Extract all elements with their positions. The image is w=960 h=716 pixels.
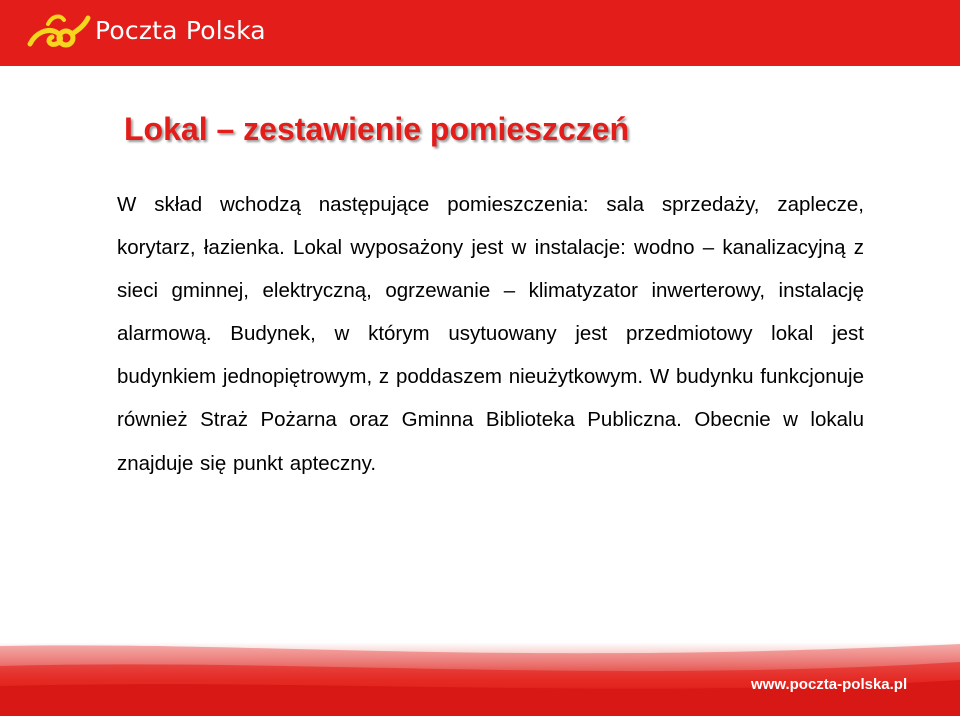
brand-name: Poczta Polska — [95, 16, 266, 45]
header-bar — [0, 0, 960, 66]
website-url[interactable]: www.poczta-polska.pl — [751, 676, 908, 693]
slide-title: Lokal – zestawienie pomieszczeń — [124, 111, 630, 147]
post-horn-logo-icon — [26, 10, 92, 54]
slide-body-text: W skład wchodzą następujące pomieszczenia: sala sprzedaży, zaplecze, korytarz, łazienka. Lokal wyposażony jest w instalacje: wodno – kanalizacyjną z sieci gminnej, elektryczną, ogrzewanie – klimatyzator inwerterowy, instalację alarmową. Budynek, w którym usytuowany jest przedmiotowy lokal jest budynkiem jednopiętrowym, z poddaszem nieużytkowym. W budynku funkcjonuje również Straż Pożarna oraz Gminna Biblioteka Publiczna. Obecnie w lokalu znajduje się punkt apteczny. — [117, 193, 864, 475]
